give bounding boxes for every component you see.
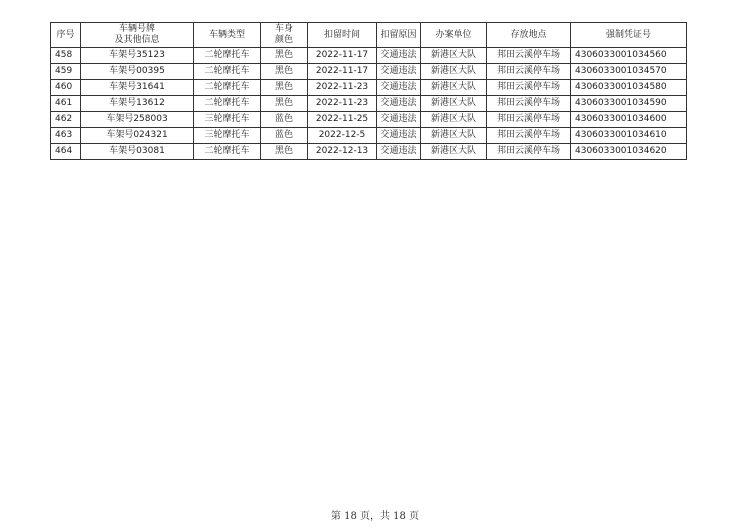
cell-reason: 交通违法 <box>377 80 421 96</box>
cell-detain-time: 2022-11-25 <box>308 112 377 128</box>
table-row <box>51 96 687 112</box>
table-row <box>51 112 687 128</box>
cell-color: 黑色 <box>261 96 308 112</box>
cell-plate: 车架号03081 <box>81 144 194 160</box>
cell-voucher: 4306033001034590 <box>571 96 687 112</box>
cell-color: 蓝色 <box>261 112 308 128</box>
cell-color: 黑色 <box>261 80 308 96</box>
col-header-location <box>487 23 571 48</box>
cell-location: 邦田云溪停车场 <box>487 96 571 112</box>
cell-location: 邦田云溪停车场 <box>487 144 571 160</box>
cell-reason: 交通违法 <box>377 64 421 80</box>
cell-reason: 交通违法 <box>377 144 421 160</box>
cell-index: 458 <box>51 48 81 64</box>
cell-unit: 新港区大队 <box>421 96 487 112</box>
header-text-line: 车身 <box>274 24 293 34</box>
cell-vehicle-type: 二轮摩托车 <box>194 144 261 160</box>
cell-reason: 交通违法 <box>377 48 421 64</box>
cell-detain-time: 2022-11-23 <box>308 96 377 112</box>
cell-index: 459 <box>51 64 81 80</box>
cell-voucher: 4306033001034600 <box>571 112 687 128</box>
table-row <box>51 144 687 160</box>
header-text-line: 办案单位 <box>435 29 472 40</box>
cell-detain-time: 2022-11-17 <box>308 48 377 64</box>
cell-vehicle-type: 二轮摩托车 <box>194 48 261 64</box>
cell-vehicle-type: 三轮摩托车 <box>194 128 261 144</box>
cell-location: 邦田云溪停车场 <box>487 48 571 64</box>
cell-index: 460 <box>51 80 81 96</box>
cell-plate: 车架号024321 <box>81 128 194 144</box>
table-row <box>51 48 687 64</box>
cell-unit: 新港区大队 <box>421 112 487 128</box>
cell-index: 463 <box>51 128 81 144</box>
col-header-vehicle-type <box>194 23 261 48</box>
col-header-color <box>261 23 308 48</box>
cell-color: 黑色 <box>261 64 308 80</box>
cell-detain-time: 2022-12-5 <box>308 128 377 144</box>
header-text-line: 及其他信息 <box>114 35 160 45</box>
cell-unit: 新港区大队 <box>421 144 487 160</box>
cell-unit: 新港区大队 <box>421 48 487 64</box>
cell-unit: 新港区大队 <box>421 64 487 80</box>
cell-voucher: 4306033001034560 <box>571 48 687 64</box>
cell-voucher: 4306033001034620 <box>571 144 687 160</box>
cell-reason: 交通违法 <box>377 96 421 112</box>
col-header-plate <box>81 23 194 48</box>
header-text-line: 扣留时间 <box>323 29 360 40</box>
table-header-row <box>51 23 687 48</box>
cell-voucher: 4306033001034580 <box>571 80 687 96</box>
cell-location: 邦田云溪停车场 <box>487 128 571 144</box>
table-row <box>51 64 687 80</box>
cell-location: 邦田云溪停车场 <box>487 64 571 80</box>
impound-table-container <box>50 22 686 160</box>
cell-reason: 交通违法 <box>377 128 421 144</box>
cell-voucher: 4306033001034610 <box>571 128 687 144</box>
header-text-line: 序号 <box>56 29 75 40</box>
cell-plate: 车架号35123 <box>81 48 194 64</box>
cell-plate: 车架号13612 <box>81 96 194 112</box>
cell-color: 蓝色 <box>261 128 308 144</box>
cell-reason: 交通违法 <box>377 112 421 128</box>
col-header-unit <box>421 23 487 48</box>
cell-vehicle-type: 二轮摩托车 <box>194 64 261 80</box>
cell-plate: 车架号31641 <box>81 80 194 96</box>
cell-location: 邦田云溪停车场 <box>487 80 571 96</box>
cell-plate: 车架号258003 <box>81 112 194 128</box>
cell-detain-time: 2022-12-13 <box>308 144 377 160</box>
cell-index: 462 <box>51 112 81 128</box>
cell-plate: 车架号00395 <box>81 64 194 80</box>
cell-index: 464 <box>51 144 81 160</box>
cell-location: 邦田云溪停车场 <box>487 112 571 128</box>
cell-unit: 新港区大队 <box>421 128 487 144</box>
header-text-line: 颜色 <box>274 35 293 45</box>
cell-detain-time: 2022-11-23 <box>308 80 377 96</box>
impound-table <box>50 22 687 160</box>
cell-detain-time: 2022-11-17 <box>308 64 377 80</box>
col-header-index <box>51 23 81 48</box>
cell-vehicle-type: 二轮摩托车 <box>194 96 261 112</box>
page-number: 第 18 页，共 18 页 <box>330 511 420 522</box>
header-text-line: 强制凭证号 <box>605 29 651 40</box>
table-body <box>51 48 687 160</box>
cell-voucher: 4306033001034570 <box>571 64 687 80</box>
table-row <box>51 80 687 96</box>
header-text-line: 扣留原因 <box>380 29 417 40</box>
header-text-line: 车辆号牌 <box>118 24 155 34</box>
col-header-reason <box>377 23 421 48</box>
cell-vehicle-type: 二轮摩托车 <box>194 80 261 96</box>
cell-vehicle-type: 三轮摩托车 <box>194 112 261 128</box>
header-text-line: 车辆类型 <box>208 29 245 40</box>
cell-unit: 新港区大队 <box>421 80 487 96</box>
col-header-voucher <box>571 23 687 48</box>
cell-index: 461 <box>51 96 81 112</box>
table-row <box>51 128 687 144</box>
col-header-detain-time <box>308 23 377 48</box>
cell-color: 黑色 <box>261 48 308 64</box>
cell-color: 黑色 <box>261 144 308 160</box>
header-text-line: 存放地点 <box>510 29 547 40</box>
